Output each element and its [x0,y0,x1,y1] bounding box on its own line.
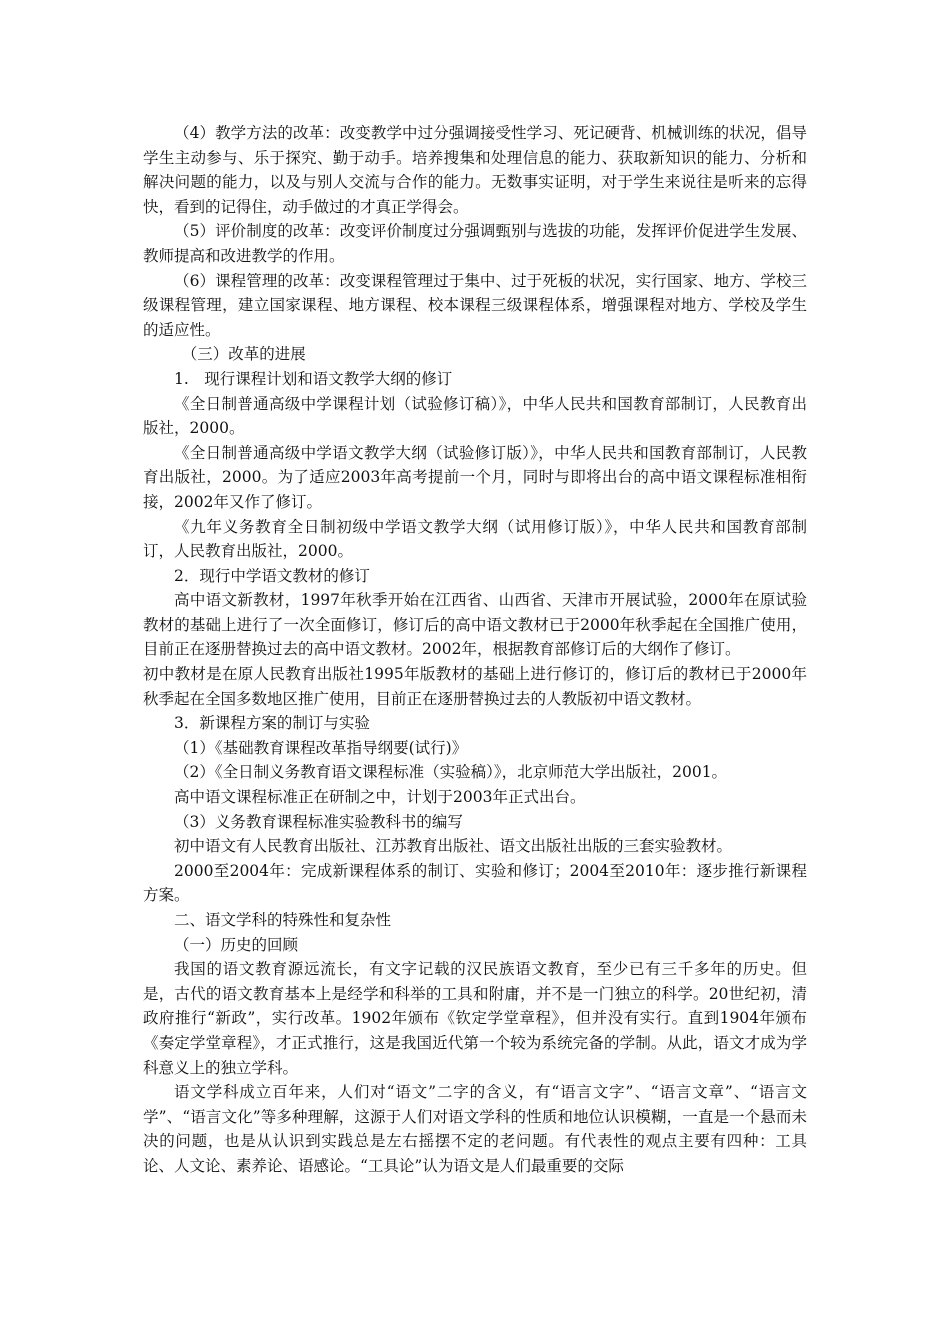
list-item-curriculum-standard: （2）《全日制义务教育语文课程标准（实验稿）》，北京师范大学出版社，2001。 [174,763,728,782]
paragraph-high-school-textbook: 高中语文新教材，1997年秋季开始在江西省、山西省、天津市开展试验，2000年在原试验教材的基础上进行了一次全面修订，修订后的高中语文教材已于2000年秋季起在全国推广使用，目前正在逐册替换过去的高中语文教材。2002年，根据教育部修订后的大纲作了修订。 [143,591,807,659]
heading-history-review: （一）历史的回顾 [174,935,299,954]
heading-reform-progress: （三）改革的进展 [181,345,306,364]
paragraph-junior-experimental-textbooks: 初中语文有人民教育出版社、江苏教育出版社、语文出版社出版的三套实验教材。 [174,837,733,856]
list-item-textbook-compilation: （3）义务教育课程标准实验教科书的编写 [174,812,463,831]
heading-subject-particularity: 二、语文学科的特殊性和复杂性 [174,911,392,929]
paragraph-evaluation-reform: （5）评价制度的改革：改变评价制度过分强调甄别与选拔的功能，发挥评价促进学生发展、教师提高和改进教学的作用。 [143,222,807,265]
paragraph-subject-meaning: 语文学科成立百年来，人们对“语文”二字的含义，有“语言文字”、“语言文章”、“语言文学”、“语言文化”等多种理解，这源于人们对语文学科的性质和地位认识模糊，一直是一个悬而未决的问题，也是从认识到实践总是左右摇摆不定的老问题。有代表性的观点主要有四种：工具论、人文论、素养论、语感论。“工具论”认为语文是人们最重要的交际 [143,1083,807,1175]
heading-curriculum-plan-revision: 1. 现行课程计划和语文教学大纲的修订 [174,369,453,388]
heading-textbook-revision: 2．现行中学语文教材的修订 [174,566,370,585]
paragraph-teaching-method-reform: （4）教学方法的改革：改变教学中过分强调接受性学习、死记硬背、机械训练的状况，倡导学生主动参与、乐于探究、勤于动手。培养搜集和处理信息的能力、获取新知识的能力、分析和解决问题的能力，以及与别人交流与合作的能力。无数事实证明，对于学生来说往是听来的忘得快，看到的记得住，动手做过的才真正学得会。 [143,124,807,216]
paragraph-curriculum-management-reform: （6）课程管理的改革：改变课程管理过于集中、过于死板的状况，实行国家、地方、学校三级课程管理，建立国家课程、地方课程、校本课程三级课程体系，增强课程对地方、学校及学生的适应性。 [143,271,807,339]
paragraph-high-school-syllabus: 《全日制普通高级中学语文教学大纲（试验修订版）》，中华人民共和国教育部制订，人民教育出版社，2000。为了适应2003年高考提前一个月，同时与即将出台的高中语文课程标准相衔接，2002年又作了修订。 [143,443,807,511]
paragraph-junior-textbook: 初中教材是在原人民教育出版社1995年版教材的基础上进行修订的，修订后的教材已于2000年秋季起在全国多数地区推广使用，目前正在逐册替换过去的人教版初中语文教材。 [143,665,807,708]
paragraph-junior-syllabus: 《九年义务教育全日制初级中学语文教学大纲（试用修订版）》，中华人民共和国教育部制订，人民教育出版社，2000。 [143,517,807,561]
paragraph-history: 我国的语文教育源远流长，有文字记载的汉民族语文教育，至少已有三千多年的历史。但是，古代的语文教育基本上是经学和科举的工具和附庸，并不是一门独立的科学。20世纪初，清政府推行“新政”，实行改革。1902年颁布《钦定学堂章程》，但并没有实行。直到1904年颁布《奏定学堂章程》，才正式推行，这是我国近代第一个较为系统完备的学制。从此，语文才成为学科意义上的独立学科。 [143,960,807,1077]
document-body [143,121,807,1179]
heading-new-curriculum-plan: 3．新课程方案的制订与实验 [174,714,370,733]
paragraph-timeline: 2000至2004年：完成新课程体系的制订、实验和修订；2004至2010年：逐步推行新课程方案。 [143,861,807,905]
paragraph-high-school-standard: 高中语文课程标准正在研制之中，计划于2003年正式出台。 [174,788,586,807]
list-item-guideline: （1）《基础教育课程改革指导纲要(试行)》 [174,738,468,757]
paragraph-high-school-plan: 《全日制普通高级中学课程计划（试验修订稿）》，中华人民共和国教育部制订，人民教育出版社，2000。 [143,394,807,438]
